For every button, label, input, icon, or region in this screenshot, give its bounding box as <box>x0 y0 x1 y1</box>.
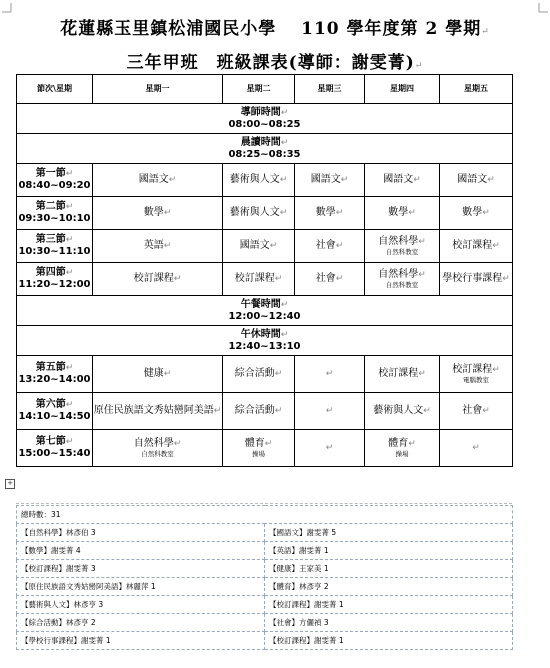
subject: 國語文 <box>138 174 169 185</box>
subject: 學校行事課程 <box>442 273 503 284</box>
paragraph-mark: ↵ <box>274 274 283 284</box>
class-cell[interactable] <box>365 263 440 296</box>
class-cell[interactable] <box>295 263 365 296</box>
class-cell[interactable] <box>365 430 440 467</box>
class-cell[interactable] <box>440 197 513 230</box>
paragraph-mark: ↵ <box>65 169 74 179</box>
class-cell[interactable] <box>440 263 513 296</box>
paragraph-mark: ↵ <box>492 241 500 251</box>
period-row <box>17 393 513 430</box>
paragraph-mark: ↵ <box>213 406 222 416</box>
table-move-handle[interactable]: + <box>5 479 15 489</box>
class-cell[interactable] <box>295 430 365 467</box>
paragraph-mark: ↵ <box>423 406 431 416</box>
header-cell: 星期五 <box>440 75 513 104</box>
teacher-hours-entry: 【數學】謝雯菁 4 <box>17 542 265 560</box>
subject: 體育 <box>244 438 265 449</box>
paragraph-mark: ↵ <box>413 175 421 185</box>
class-cell[interactable] <box>93 164 223 197</box>
paragraph-mark: ↵ <box>280 107 289 118</box>
subject: 國語文 <box>383 174 414 185</box>
summary-row <box>17 542 513 560</box>
classroom: 電腦教室 <box>463 376 489 384</box>
paragraph-mark: ↵ <box>163 208 172 218</box>
break-label: 午餐時間 <box>240 298 281 310</box>
summary-row <box>17 632 513 650</box>
class-cell[interactable] <box>93 263 223 296</box>
paragraph-mark: ↵ <box>482 208 490 218</box>
subject: 社會 <box>462 405 483 416</box>
teacher-hours-entry: 【綜合活動】林彥亨 2 <box>17 614 265 632</box>
paragraph-mark: ↵ <box>65 202 74 212</box>
break-row <box>17 104 513 134</box>
period-time: 11:20~12:00 <box>18 279 91 290</box>
subject: 數學 <box>462 207 483 218</box>
period-label-cell <box>17 393 93 430</box>
class-cell[interactable] <box>440 430 513 467</box>
class-cell[interactable] <box>93 393 223 430</box>
paragraph-mark: ↵ <box>65 363 74 373</box>
subject: 國語文 <box>310 174 341 185</box>
class-cell[interactable] <box>365 356 440 393</box>
break-row <box>17 296 513 326</box>
period-time: 08:40~09:20 <box>18 180 91 191</box>
header-cell: 星期四 <box>365 75 440 104</box>
paragraph-mark: ↵ <box>335 208 344 218</box>
class-cell[interactable] <box>93 430 223 467</box>
paragraph-mark: ↵ <box>279 208 288 218</box>
class-cell[interactable] <box>93 197 223 230</box>
paragraph-mark: ↵ <box>163 241 172 251</box>
subject: 校訂課程 <box>378 368 419 379</box>
break-row <box>17 134 513 164</box>
class-cell[interactable] <box>365 197 440 230</box>
subject: 數學 <box>315 207 336 218</box>
paragraph-mark: ↵ <box>280 299 289 310</box>
document-title: 花蓮縣玉里鎮松浦國民小學 110 學年度第 2 學期↵ <box>60 19 490 39</box>
paragraph-mark: ↵ <box>418 369 426 379</box>
subject: 藝術與人文 <box>229 207 280 218</box>
period-row <box>17 197 513 230</box>
paragraph-mark: ↵ <box>264 439 273 449</box>
class-cell[interactable] <box>93 230 223 263</box>
period-label: 第七節 <box>35 436 66 447</box>
subject: 校訂課程 <box>452 240 493 251</box>
summary-row <box>17 614 513 632</box>
class-cell[interactable] <box>295 197 365 230</box>
class-cell[interactable] <box>93 356 223 393</box>
period-label: 第五節 <box>35 362 66 373</box>
period-row <box>17 356 513 393</box>
teacher-hours-entry: 【健康】王家美 1 <box>265 560 513 578</box>
paragraph-mark: ↵ <box>325 406 334 416</box>
class-cell[interactable] <box>223 230 295 263</box>
class-schedule-title: 三年甲班 班級課表(導師：謝雯菁)↵ <box>126 53 424 73</box>
classroom: 操場 <box>252 450 265 458</box>
paragraph-mark: ↵ <box>280 329 289 340</box>
break-label: 午休時間 <box>240 328 281 340</box>
paragraph-mark: ↵ <box>65 268 74 278</box>
paragraph-mark: ↵ <box>163 369 172 379</box>
class-cell[interactable] <box>223 430 295 467</box>
subject: 數學 <box>388 207 409 218</box>
subject: 英語 <box>143 240 164 251</box>
subject: 國語文 <box>239 240 270 251</box>
class-cell[interactable] <box>440 393 513 430</box>
class-cell[interactable] <box>440 230 513 263</box>
paragraph-mark: ↵ <box>502 274 510 284</box>
teacher-hours-entry: 【原住民族語文秀姑巒阿美語】林麗萍 1 <box>17 578 265 596</box>
paragraph-mark: ↵ <box>340 175 349 185</box>
class-cell[interactable] <box>440 164 513 197</box>
teacher-hours-entry: 【校訂課程】謝雯菁 1 <box>265 632 513 650</box>
break-time: 08:00~08:25 <box>228 118 301 130</box>
class-cell[interactable] <box>223 263 295 296</box>
teacher-hours-entry: 【藝術與人文】林彥亨 3 <box>17 596 265 614</box>
summary-total-row <box>17 506 513 524</box>
period-row <box>17 164 513 197</box>
period-label-cell <box>17 230 93 263</box>
break-row <box>17 326 513 356</box>
subject: 校訂課程 <box>133 273 174 284</box>
paragraph-mark: ↵ <box>418 237 426 247</box>
period-label-cell <box>17 356 93 393</box>
paragraph-mark: ↵ <box>492 365 500 375</box>
class-cell[interactable] <box>223 164 295 197</box>
period-time: 09:30~10:10 <box>18 213 91 224</box>
subject: 社會 <box>315 240 336 251</box>
period-time: 14:10~14:50 <box>18 411 91 422</box>
paragraph-mark: ↵ <box>65 400 74 410</box>
paragraph-mark: ↵ <box>168 175 177 185</box>
subject: 原住民族語文秀姑巒阿美語 <box>93 405 214 416</box>
paragraph-mark: ↵ <box>280 137 289 148</box>
subject: 藝術與人文 <box>229 174 280 185</box>
break-cell <box>17 134 513 164</box>
teacher-hours-entry: 【社會】方儷禎 3 <box>265 614 513 632</box>
break-cell <box>17 326 513 356</box>
teacher-hours-entry: 【校訂課程】謝雯菁 1 <box>265 596 513 614</box>
class-cell[interactable] <box>295 393 365 430</box>
empty-paragraph[interactable] <box>16 489 512 504</box>
header-cell: 星期三 <box>295 75 365 104</box>
paragraph-mark: ↵ <box>65 235 74 245</box>
class-cell[interactable] <box>223 393 295 430</box>
paragraph-mark: ↵ <box>472 443 480 453</box>
subject: 社會 <box>315 273 336 284</box>
summary-row <box>17 578 513 596</box>
class-cell[interactable] <box>223 197 295 230</box>
paragraph-mark: ↵ <box>269 241 278 251</box>
period-label: 第三節 <box>35 234 66 245</box>
break-label: 導師時間 <box>240 106 281 118</box>
class-cell[interactable] <box>365 393 440 430</box>
paragraph-mark: ↵ <box>335 241 344 251</box>
header-cell: 節次\星期 <box>17 75 93 104</box>
class-cell[interactable] <box>295 356 365 393</box>
paragraph-mark: ↵ <box>482 406 490 416</box>
teacher-hours-entry: 【國語文】謝雯菁 5 <box>265 524 513 542</box>
paragraph-mark: ↵ <box>418 270 426 280</box>
teacher-hours-entry: 【自然科學】林彥伯 3 <box>17 524 265 542</box>
schedule-table <box>16 74 513 467</box>
paragraph-mark: ↵ <box>65 437 74 447</box>
paragraph-mark: ↵ <box>173 439 182 449</box>
period-label-cell <box>17 263 93 296</box>
period-label: 第六節 <box>35 399 66 410</box>
summary-table <box>16 505 513 650</box>
paragraph-mark: ↵ <box>408 439 416 449</box>
classroom: 自然科教室 <box>141 450 174 458</box>
subject: 國語文 <box>457 174 488 185</box>
period-time: 13:20~14:00 <box>18 374 91 385</box>
subject: 數學 <box>143 207 164 218</box>
subject: 藝術與人文 <box>373 405 424 416</box>
break-time: 12:00~12:40 <box>228 310 301 322</box>
margin-corner-mark <box>2 3 12 13</box>
paragraph-mark: ↵ <box>325 369 334 379</box>
period-label: 第二節 <box>35 201 66 212</box>
period-label-cell <box>17 197 93 230</box>
subject: 自然科學 <box>378 269 419 280</box>
subject: 校訂課程 <box>452 364 493 375</box>
period-label: 第四節 <box>35 267 66 278</box>
subject: 綜合活動 <box>234 405 275 416</box>
break-time: 12:40~13:10 <box>228 340 301 352</box>
class-cell[interactable] <box>295 230 365 263</box>
paragraph-mark: ↵ <box>335 274 344 284</box>
header-cell: 星期二 <box>223 75 295 104</box>
break-time: 08:25~08:35 <box>228 148 301 160</box>
break-label: 晨讀時間 <box>240 136 281 148</box>
paragraph-mark: ↵ <box>173 274 182 284</box>
subject: 健康 <box>143 368 164 379</box>
teacher-hours-entry: 【英語】謝雯菁 1 <box>265 542 513 560</box>
subject: 自然科學 <box>133 438 174 449</box>
subject: 體育 <box>388 438 409 449</box>
summary-row <box>17 596 513 614</box>
class-cell[interactable] <box>295 164 365 197</box>
subject: 自然科學 <box>378 236 419 247</box>
summary-row <box>17 560 513 578</box>
teacher-hours-entry: 【校訂課程】謝雯菁 3 <box>17 560 265 578</box>
subject: 綜合活動 <box>234 368 275 379</box>
classroom: 自然科教室 <box>385 281 419 289</box>
paragraph-mark: ↵ <box>274 369 283 379</box>
class-cell[interactable] <box>223 356 295 393</box>
header-cell: 星期一 <box>93 75 223 104</box>
period-row <box>17 263 513 296</box>
period-row <box>17 430 513 467</box>
schedule-header-row <box>17 75 513 104</box>
margin-corner-mark <box>538 3 548 13</box>
paragraph-mark: ↵ <box>487 175 495 185</box>
class-cell[interactable] <box>365 164 440 197</box>
period-label-cell <box>17 430 93 467</box>
period-row <box>17 230 513 263</box>
period-time: 10:30~11:10 <box>18 246 91 257</box>
total-hours: 總時數：31 <box>17 506 513 524</box>
subject: 校訂課程 <box>234 273 275 284</box>
break-cell <box>17 296 513 326</box>
class-cell[interactable] <box>365 230 440 263</box>
paragraph-mark: ↵ <box>325 443 334 453</box>
classroom: 自然科教室 <box>385 248 419 256</box>
period-label: 第一節 <box>35 168 66 179</box>
summary-row <box>17 524 513 542</box>
teacher-hours-entry: 【體育】林彥亨 2 <box>265 578 513 596</box>
period-label-cell <box>17 164 93 197</box>
classroom: 操場 <box>395 450 409 458</box>
teacher-hours-entry: 【學校行事課程】謝雯菁 1 <box>17 632 265 650</box>
class-cell[interactable] <box>440 356 513 393</box>
period-time: 15:00~15:40 <box>18 448 91 459</box>
paragraph-mark: ↵ <box>274 406 283 416</box>
paragraph-mark: ↵ <box>408 208 416 218</box>
paragraph-mark: ↵ <box>279 175 288 185</box>
break-cell <box>17 104 513 134</box>
